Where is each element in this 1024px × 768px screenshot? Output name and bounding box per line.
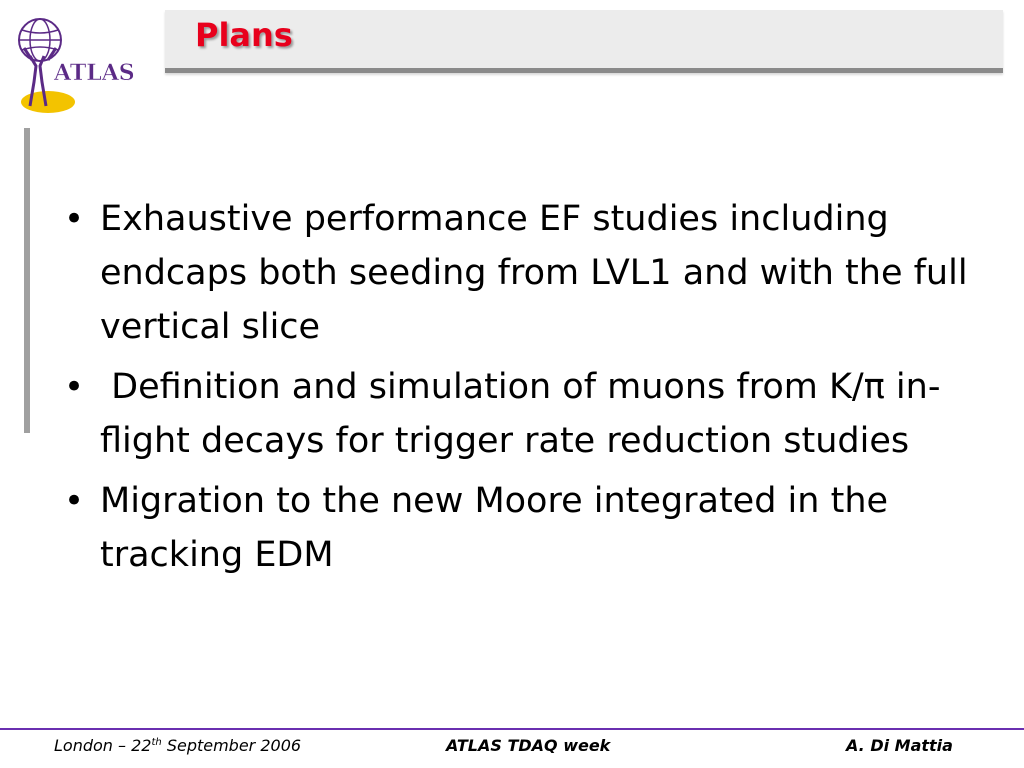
footer-ordinal-suffix: th [151, 737, 162, 748]
bullet-text: Definition and simulation of muons from K/π in-flight decays for trigger rate reduction studies [100, 367, 941, 461]
bullet-text: Migration to the new Moore integrated in the tracking EDM [100, 481, 889, 575]
bullet-item [58, 360, 978, 468]
bullet-marker: • [64, 199, 85, 239]
bullet-marker: • [64, 367, 85, 407]
footer-author: A. Di Mattia [846, 736, 953, 755]
slide-title: Plans [195, 16, 293, 54]
footer-location-suffix: September 2006 [161, 736, 302, 755]
title-bar [165, 10, 1003, 73]
bullet-list [58, 192, 978, 588]
atlas-logo [6, 10, 154, 114]
footer-event: ATLAS TDAQ week [446, 736, 611, 755]
bullet-item [58, 192, 978, 354]
left-divider [24, 128, 30, 433]
footer-divider [0, 728, 1024, 730]
footer-location-date [54, 736, 301, 755]
atlas-logo-text: ATLAS [54, 60, 135, 86]
footer-location-prefix: London – 22 [54, 736, 152, 755]
bullet-text: Exhaustive performance EF studies including endcaps both seeding from LVL1 and with the full vertical slice [100, 199, 968, 347]
bullet-item [58, 474, 978, 582]
bullet-marker: • [64, 481, 85, 521]
